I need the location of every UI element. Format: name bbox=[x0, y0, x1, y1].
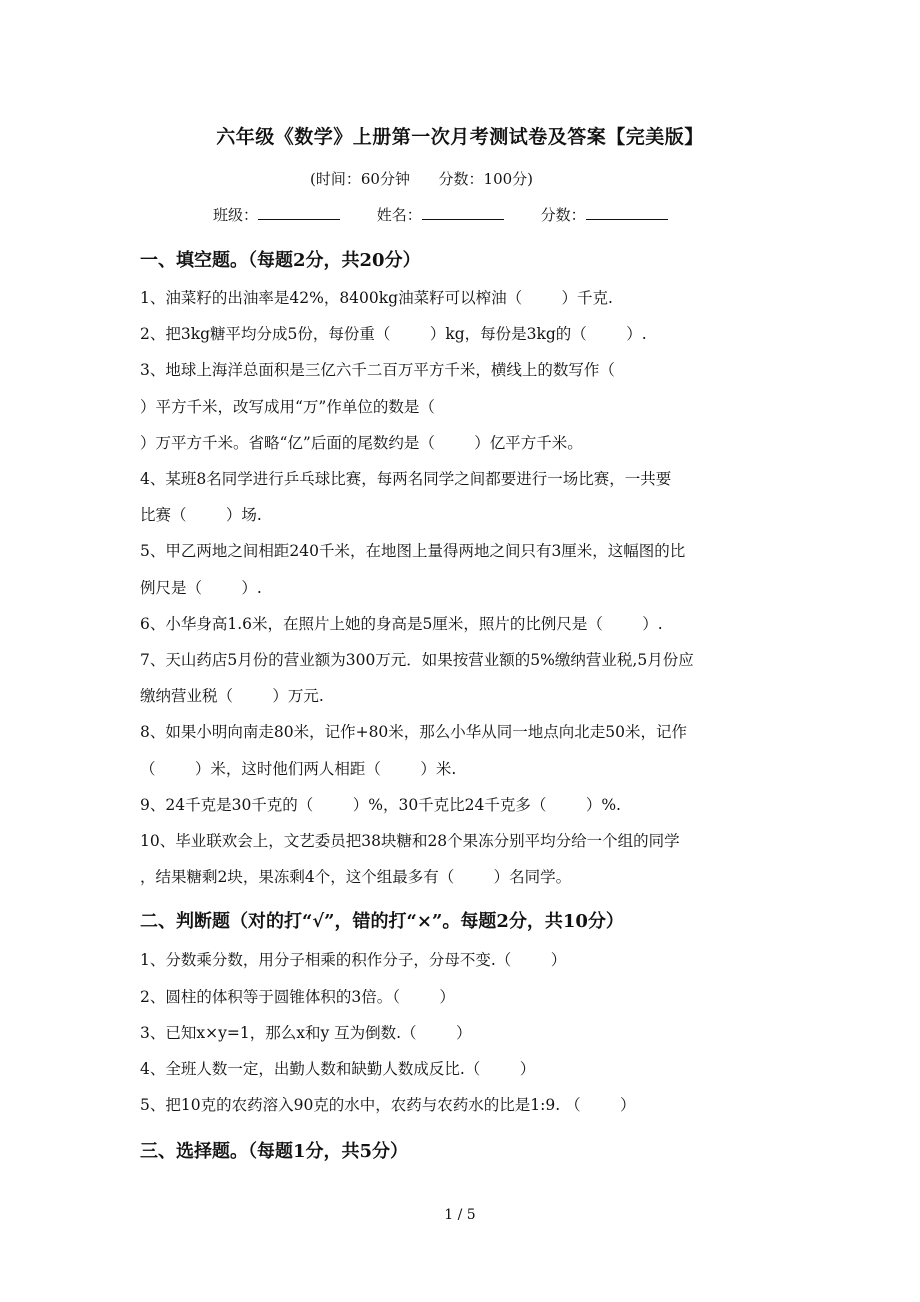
section-3-heading: 三、选择题。（每题1分，共5分） bbox=[140, 1141, 409, 1162]
section-2-heading: 二、判断题（对的打“√”，错的打“×”。每题2分，共10分） bbox=[140, 911, 624, 932]
name-label: 姓名： bbox=[376, 206, 422, 224]
score-field bbox=[541, 204, 668, 225]
question-line: 比赛（ ）场. bbox=[140, 506, 262, 524]
name-field bbox=[377, 204, 504, 225]
question-line: 1、油菜籽的出油率是42%，8400kg油菜籽可以榨油（ ）千克. bbox=[140, 289, 613, 307]
score-blank bbox=[586, 205, 668, 220]
question-line: 5、甲乙两地之间相距240千米，在地图上量得两地之间只有3厘米，这幅图的比 bbox=[140, 542, 686, 560]
question-line: ）万平方千米。省略“亿”后面的尾数约是（ ）亿平方千米。 bbox=[140, 434, 583, 452]
score-label: 分数： bbox=[540, 206, 586, 224]
question-line: 例尺是（ ）. bbox=[140, 579, 262, 597]
exam-time-score: (时间：60分钟 分数：100分) bbox=[310, 170, 534, 188]
question-line: 4、全班人数一定，出勤人数和缺勤人数成反比.（ ） bbox=[140, 1060, 536, 1078]
question-line: 2、把3kg糖平均分成5份，每份重（ ）kg，每份是3kg的（ ）. bbox=[140, 325, 647, 343]
question-line: 8、如果小明向南走80米，记作+80米，那么小华从同一地点向北走50米，记作 bbox=[140, 723, 688, 741]
question-line: 3、已知x×y=1，那么x和y 互为倒数.（ ） bbox=[140, 1024, 472, 1042]
question-line: 6、小华身高1.6米，在照片上她的身高是5厘米，照片的比例尺是（ ）. bbox=[140, 615, 663, 633]
student-info-row bbox=[213, 204, 700, 225]
question-line: 缴纳营业税（ ）万元. bbox=[140, 687, 324, 705]
question-line: ，结果糖剩2块，果冻剩4个，这个组最多有（ ）名同学。 bbox=[140, 868, 572, 886]
question-line: 9、24千克是30千克的（ ）%，30千克比24千克多（ ）%. bbox=[140, 796, 621, 814]
question-line: 5、把10克的农药溶入90克的水中，农药与农药水的比是1:9. （ ） bbox=[140, 1096, 636, 1114]
question-line: 7、天山药店5月份的营业额为300万元．如果按营业额的5%缴纳营业税,5月份应 bbox=[140, 651, 694, 669]
name-blank bbox=[422, 205, 504, 220]
question-line: 10、毕业联欢会上，文艺委员把38块糖和28个果冻分别平均分给一个组的同学 bbox=[140, 832, 680, 850]
question-line: 2、圆柱的体积等于圆锥体积的3倍。（ ） bbox=[140, 988, 455, 1006]
class-field bbox=[213, 204, 340, 225]
question-line: ）平方千米，改写成用“万”作单位的数是（ bbox=[140, 398, 435, 416]
page-number: 1 / 5 bbox=[444, 1207, 476, 1223]
class-blank bbox=[258, 205, 340, 220]
question-line: 1、分数乘分数，用分子相乘的积作分子，分母不变.（ ） bbox=[140, 951, 567, 969]
question-line: 3、地球上海洋总面积是三亿六千二百万平方千米，横线上的数写作（ bbox=[140, 361, 615, 379]
class-label: 班级： bbox=[213, 206, 259, 224]
section-1-heading: 一、填空题。（每题2分，共20分） bbox=[140, 250, 421, 271]
question-line: （ ）米，这时他们两人相距（ ）米. bbox=[140, 760, 457, 778]
document-title: 六年级《数学》上册第一次月考测试卷及答案【完美版】 bbox=[216, 126, 704, 148]
question-line: 4、某班8名同学进行乒乓球比赛，每两名同学之间都要进行一场比赛，一共要 bbox=[140, 470, 672, 488]
